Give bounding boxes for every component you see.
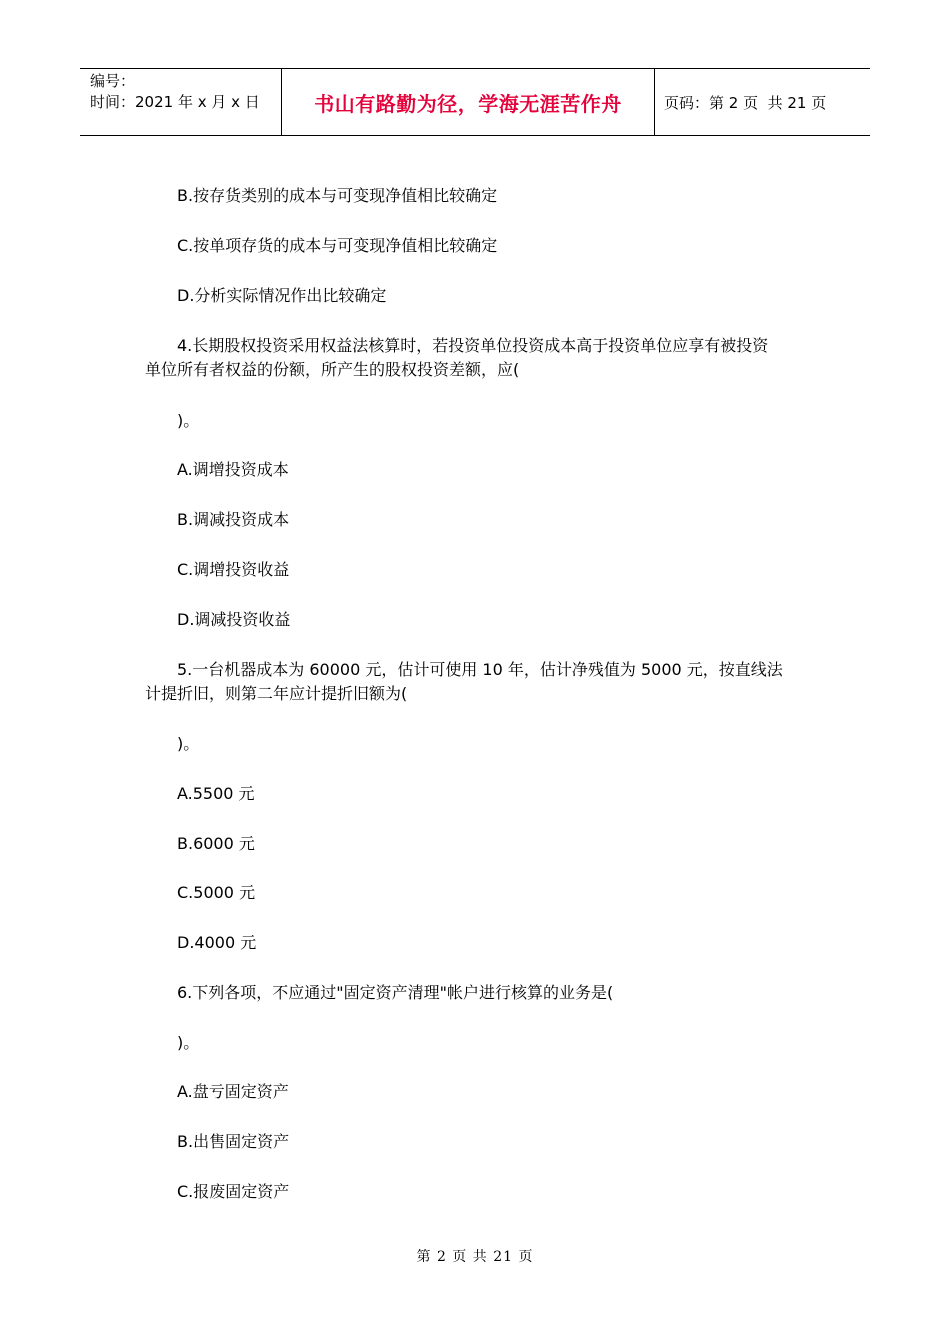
question-text: 6.下列各项，不应通过"固定资产清理"帐户进行核算的业务是( [177, 983, 614, 1002]
option-line: B.按存货类别的成本与可变现净值相比较确定 [177, 186, 498, 205]
header-divider-right [654, 69, 655, 135]
question-text: 5.一台机器成本为 60000 元，估计可使用 10 年，估计净残值为 5000 元，按直线法 [177, 660, 783, 679]
question-blank-close: )。 [177, 1033, 200, 1052]
header-motto: 书山有路勤为径，学海无涯苦作舟 [314, 91, 622, 116]
document-number-label: 编号： [90, 72, 136, 90]
option-line: C.按单项存货的成本与可变现净值相比较确定 [177, 236, 498, 255]
question-text: 4.长期股权投资采用权益法核算时，若投资单位投资成本高于投资单位应享有被投资 [177, 336, 769, 355]
option-line: C.报废固定资产 [177, 1182, 290, 1201]
page-header [80, 68, 870, 136]
page-footer: 第 2 页 共 21 页 [416, 1249, 534, 1265]
option-line: B.出售固定资产 [177, 1132, 290, 1151]
option-line: D.调减投资收益 [177, 610, 291, 629]
document-date: 时间：2021 年 x 月 x 日 [90, 93, 260, 111]
header-page-info: 页码：第 2 页 共 21 页 [664, 93, 827, 112]
option-line: A.5500 元 [177, 784, 255, 803]
option-line: D.4000 元 [177, 933, 257, 952]
option-line: B.6000 元 [177, 834, 255, 853]
question-text: 单位所有者权益的份额，所产生的股权投资差额，应( [145, 360, 520, 379]
header-meta [90, 71, 260, 113]
option-line: A.调增投资成本 [177, 460, 289, 479]
option-line: C.5000 元 [177, 883, 256, 902]
question-blank-close: )。 [177, 734, 200, 753]
option-line: A.盘亏固定资产 [177, 1082, 289, 1101]
option-line: D.分析实际情况作出比较确定 [177, 286, 387, 305]
question-text: 计提折旧，则第二年应计提折旧额为( [145, 684, 408, 703]
option-line: B.调减投资成本 [177, 510, 290, 529]
option-line: C.调增投资收益 [177, 560, 290, 579]
question-blank-close: )。 [177, 411, 200, 430]
